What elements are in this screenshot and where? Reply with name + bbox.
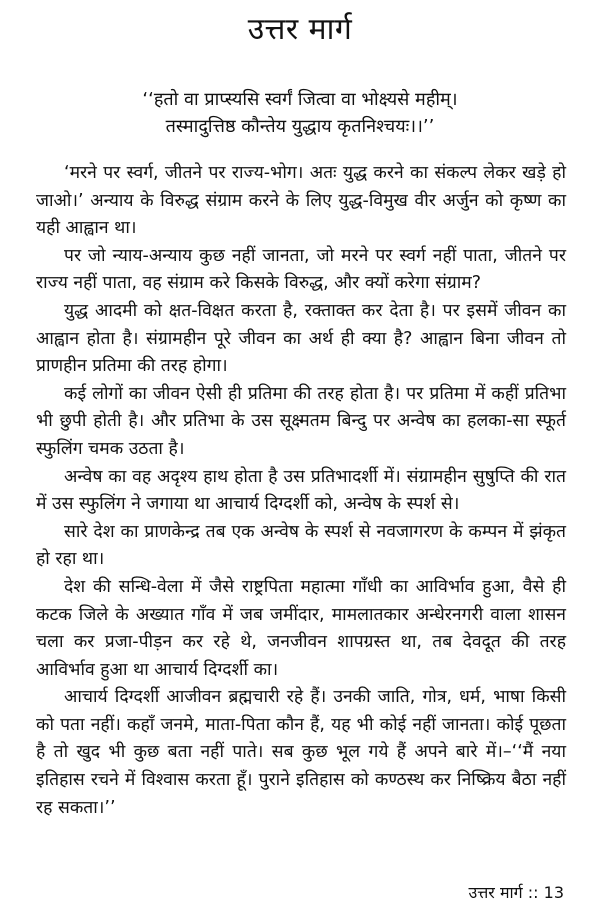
paragraph: युद्ध आदमी को क्षत-विक्षत करता है, रक्ताक्त कर देता है। पर इसमें जीवन का आह्वान होता है। संग्रामहीन पूरे जीवन का अर्थ ही क्या है? आह्वान बिना जीवन तो प्राणहीन प्रतिमा की तरह होगा। [36, 300, 566, 377]
paragraph: ‘मरने पर स्वर्ग, जीतने पर राज्य-भोग। अतः युद्ध करने का संकल्प लेकर खड़े हो जाओ।’ अन्याय के विरुद्ध संग्राम करने के लिए युद्ध-विमुख वीर अर्जुन को कृष्ण का यही आह्वान था। [36, 163, 566, 239]
paragraph: देश की सन्धि-वेला में जैसे राष्ट्रपिता महात्मा गाँधी का आविर्भाव हुआ, वैसे ही कटक जिले के अख्यात गाँव में जब जमींदार, मामलातकार अन्धेरनगरी वाला शासन चला कर प्रजा-पीड़न कर रहे थे, जनजीवन शापग्रस्त था, तब देवदूत की तरह आविर्भाव हुआ था आचार्य दिग्दर्शी का। [36, 576, 566, 680]
paragraph: अन्वेष का वह अदृश्य हाथ होता है उस प्रतिभादर्शी में। संग्रामहीन सुषुप्ति की रात में उस स्फुलिंग ने जगाया था आचार्य दिग्दर्शी को, अन्वेष के स्पर्श से। [36, 466, 566, 515]
paragraph: सारे देश का प्राणकेन्द्र तब एक अन्वेष के स्पर्श से नवजागरण के कम्पन में झंकृत हो रहा था। [36, 521, 566, 570]
chapter-title: उत्तर मार्ग [247, 12, 353, 47]
paragraph: आचार्य दिग्दर्शी आजीवन ब्रह्मचारी रहे हैं। उनकी जाति, गोत्र, धर्म, भाषा किसी को पता नहीं। कहाँ जनमे, माता-पिता कौन हैं, यह भी कोई नहीं जानता। कोई पूछता है तो खुद भी कुछ बता नहीं पाते। सब कुछ भूल गये हैं अपने बारे में।–‘‘मैं नया इतिहास रचने में विश्वास करता हूँ। पुराने इतिहास को कण्ठस्थ कर निष्क्रिय बैठा नहीं रह सकता।’’ [36, 687, 566, 818]
page-footer [468, 882, 564, 904]
verse-line-1: ‘‘हतो वा प्राप्स्यसि स्वर्गं जित्वा वा भोक्ष्यसे महीम्। [142, 89, 458, 110]
running-title: उत्तर मार्ग [468, 883, 523, 902]
body-text [36, 160, 566, 822]
verse-line-2: तस्मादुत्तिष्ठ कौन्तेय युद्धाय कृतनिश्चयः।।’’ [165, 116, 435, 137]
epigraph-verse [0, 86, 600, 140]
footer-separator: :: [527, 883, 539, 902]
paragraph: पर जो न्याय-अन्याय कुछ नहीं जानता, जो मरने पर स्वर्ग नहीं पाता, जीतने पर राज्य नहीं पाता, वह संग्राम करे किसके विरुद्ध, और क्यों करेगा संग्राम? [36, 245, 566, 294]
paragraph: कई लोगों का जीवन ऐसी ही प्रतिमा की तरह होता है। पर प्रतिमा में कहीं प्रतिभा भी छुपी होती है। और प्रतिभा के उस सूक्ष्मतम बिन्दु पर अन्वेष का हलका-सा स्फूर्त स्फुलिंग चमक उठता है। [36, 383, 566, 459]
page-number: 13 [543, 883, 564, 902]
